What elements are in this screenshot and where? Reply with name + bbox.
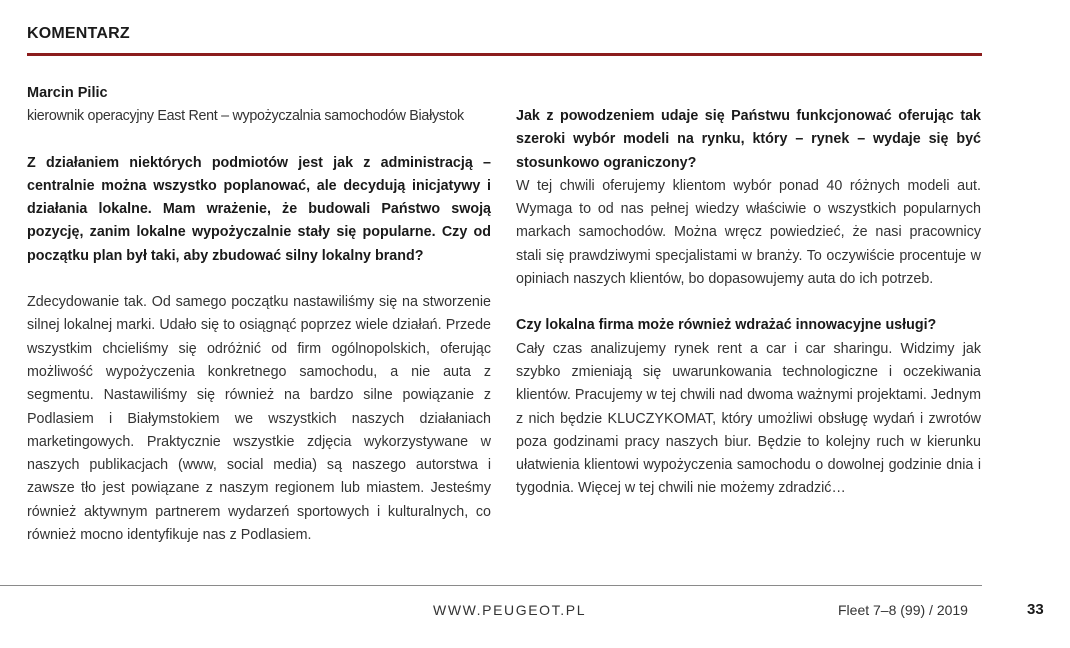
section-label: KOMENTARZ xyxy=(27,25,130,42)
page-number: 33 xyxy=(1027,601,1044,618)
footer-divider xyxy=(0,585,982,586)
interview-question-3: Czy lokalna firma może również wdrażać innowacyjne usługi? xyxy=(516,317,937,334)
interview-answer-2: W tej chwili oferujemy klientom wybór ponad 40 różnych modeli aut. Wymaga to od nas pełnej wiedzy właściwie o wszystkich popularnych markach samochodów. Można wręcz powiedzieć, że nasi pracownicy stali się prawdziwymi specjalistami w branży. To oczywiście procentuje w opiniach naszych klientów, bo dopasowujemy auta do ich potrzeb. xyxy=(516,177,981,288)
author-name: Marcin Pilic xyxy=(27,85,108,101)
interview-answer-3: Cały czas analizujemy rynek rent a car i car sharingu. Widzimy jak szybko zmieniają się uwarunkowania technologiczne i oczekiwania klientów. Pracujemy w tej chwili nad dwoma ważnymi projektami. Jednym z nich będzie KLUCZYKOMAT, który umożliwi obsługę wydań i zwrotów poza godzinami pracy naszych biur. Będzie to kolejny ruch w kierunku ułatwienia klientowi wypożyczenia samochodu o dowolnej godzinie dnia i tygodnia. Więcej w tej chwili nie możemy zdradzić… xyxy=(516,340,981,497)
interview-question-1: Z działaniem niektórych podmiotów jest jak z administracją – centralnie można wszystko poplanować, ale decydują inicjatywy i działania lokalne. Mam wrażenie, że budowali Państwo swoją pozycję, zanim lokalne wypożyczalnie stały się popularne. Czy od początku plan był taki, aby zbudować silny lokalny brand? xyxy=(27,154,491,264)
footer-url: WWW.PEUGEOT.PL xyxy=(433,602,587,618)
left-column xyxy=(27,82,491,547)
interview-question-2: Jak z powodzeniem udaje się Państwu funkcjonować oferując tak szeroki wybór modeli na rynku, który – rynek – wydaje się być stosunkowo ograniczony? xyxy=(516,108,981,171)
author-role: kierownik operacyjny East Rent – wypożyczalnia samochodów Białystok xyxy=(27,108,464,125)
interview-answer-1: Zdecydowanie tak. Od samego początku nastawiliśmy się na stworzenie silnej lokalnej marki. Udało się to osiągnąć poprzez wiele działań. Przede wszystkim chcieliśmy się odróżnić od firm ogólnopolskich, oferując możliwość wypożyczenia konkretnego samochodu, a nie auta z segmentu. Nastawiliśmy się również na bardzo silne powiązanie z Podlasiem i Białymstokiem we wszystkich naszych działaniach marketingowych. Praktycznie wszystkie zdjęcia wykorzystywane w naszych publikacjach (www, social media) są naszego autorstwa i zawsze tło jest powiązane z naszym regionem lub miastem. Jesteśmy również aktywnym partnerem wydarzeń sportowych i kulturalnych, co również mocno identyfikuje nas z Podlasiem. xyxy=(27,294,491,544)
footer-issue: Fleet 7–8 (99) / 2019 xyxy=(838,602,968,618)
section-divider xyxy=(27,53,982,56)
right-column xyxy=(516,82,981,501)
